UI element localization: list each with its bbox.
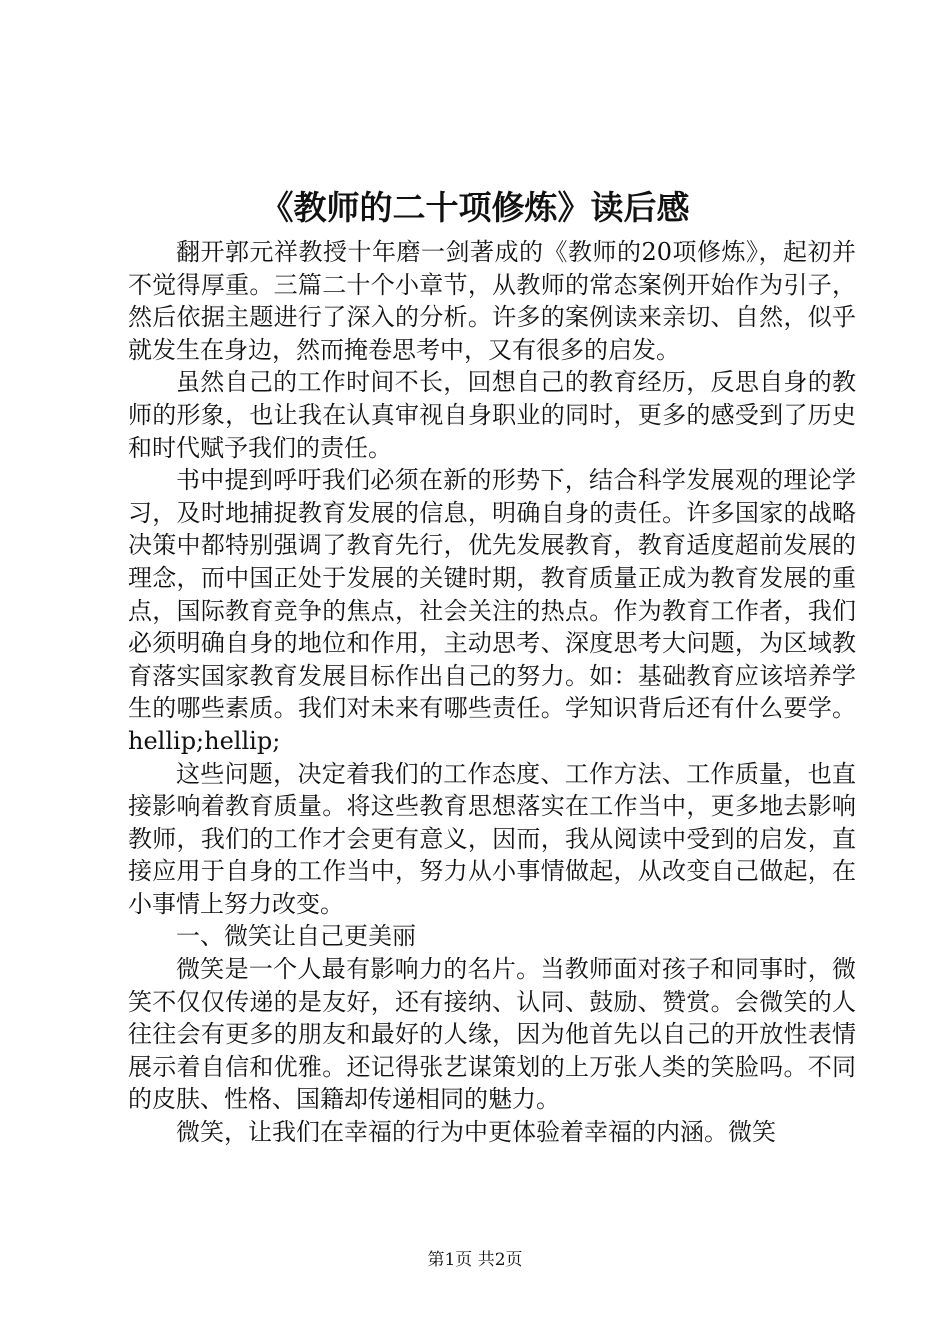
document-body	[128, 236, 856, 1149]
paragraph-1: 翻开郭元祥教授十年磨一剑著成的《教师的20项修炼》，起初并不觉得厚重。三篇二十个小章节，从教师的常态案例开始作为引子，然后依据主题进行了深入的分析。许多的案例读来亲切、自然，似乎就发生在身边，然而掩卷思考中，又有很多的启发。	[128, 238, 856, 364]
paragraph-6: 微笑，让我们在幸福的行为中更体验着幸福的内涵。微笑	[176, 1118, 776, 1147]
page-number-footer: 第1页 共2页	[427, 1250, 523, 1270]
paragraph-5: 微笑是一个人最有影响力的名片。当教师面对孩子和同事时，微笑不仅仅传递的是友好，还有接纳、认同、鼓励、赞赏。会微笑的人往往会有更多的朋友和最好的人缘，因为他首先以自己的开放性表情展示着自信和优雅。还记得张艺谋策划的上万张人类的笑脸吗。不同的皮肤、性格、国籍却传递相同的魅力。	[128, 955, 856, 1114]
paragraph-3: 书中提到呼吁我们必须在新的形势下，结合科学发展观的理论学习，及时地捕捉教育发展的信息，明确自身的责任。许多国家的战略决策中都特别强调了教育先行，优先发展教育，教育适度超前发展的理念，而中国正处于发展的关键时期，教育质量正成为教育发展的重点，国际教育竞争的焦点，社会关注的热点。作为教育工作者，我们必须明确自身的地位和作用，主动思考、深度思考大问题，为区域教育落实国家教育发展目标作出自己的努力。如：基础教育应该培养学生的哪些素质。我们对未来有哪些责任。学知识背后还有什么要学。hellip;hellip;	[128, 466, 856, 755]
paragraph-4: 这些问题，决定着我们的工作态度、工作方法、工作质量，也直接影响着教育质量。将这些教育思想落实在工作当中，更多地去影响教师，我们的工作才会更有意义，因而，我从阅读中受到的启发，直接应用于自身的工作当中，努力从小事情做起，从改变自己做起，在小事情上努力改变。	[128, 759, 856, 918]
section-heading-1: 一、微笑让自己更美丽	[176, 922, 416, 951]
paragraph-2: 虽然自己的工作时间不长，回想自己的教育经历，反思自身的教师的形象，也让我在认真审视自身职业的同时，更多的感受到了历史和时代赋予我们的责任。	[128, 368, 856, 462]
document-title: 《教师的二十项修炼》读后感	[260, 188, 690, 227]
